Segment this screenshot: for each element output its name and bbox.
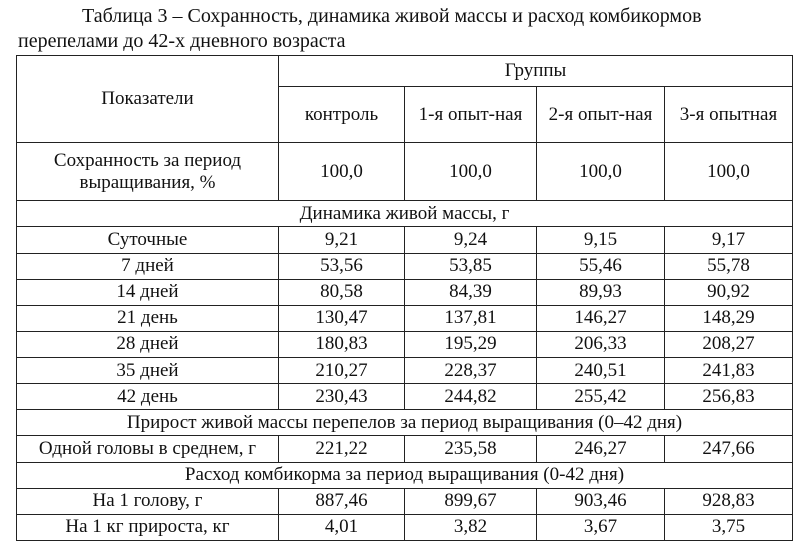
table-row [17, 253, 793, 279]
row-value: 246,27 [537, 436, 665, 462]
row-value: 90,92 [665, 279, 793, 305]
table-row [17, 488, 793, 514]
row-value: 146,27 [537, 305, 665, 331]
section-feed-consumption [17, 462, 793, 488]
row-value: 899,67 [405, 488, 537, 514]
row-value: 180,83 [279, 331, 405, 357]
row-value: 928,83 [665, 488, 793, 514]
row-value: 887,46 [279, 488, 405, 514]
section-weight-gain [17, 410, 793, 436]
row-label: 42 день [17, 384, 279, 410]
row-value: 3,75 [665, 514, 793, 540]
section-weight-gain-title: Прирост живой массы перепелов за период выращивания (0–42 дня) [17, 410, 793, 436]
caption-line-2: перепелами до 42-х дневного возраста [18, 30, 346, 52]
row-label: 7 дней [17, 253, 279, 279]
row-value: 89,93 [537, 279, 665, 305]
safety-row [17, 142, 793, 201]
table-row [17, 227, 793, 253]
row-value: 255,42 [537, 384, 665, 410]
row-value: 230,43 [279, 384, 405, 410]
table-caption [18, 4, 794, 54]
table-row [17, 514, 793, 540]
row-label: На 1 кг прироста, кг [17, 514, 279, 540]
row-label: На 1 голову, г [17, 488, 279, 514]
section-weight-dynamics-title: Динамика живой массы, г [17, 201, 793, 227]
row-value: 130,47 [279, 305, 405, 331]
header-col-exp1: 1-я опыт-ная [405, 87, 537, 142]
section-feed-consumption-title: Расход комбикорма за период выращивания (0-42 дня) [17, 462, 793, 488]
row-value: 244,82 [405, 384, 537, 410]
safety-value: 100,0 [537, 142, 665, 201]
row-value: 235,58 [405, 436, 537, 462]
header-col-control: контроль [279, 87, 405, 142]
row-label: 14 дней [17, 279, 279, 305]
table-row [17, 331, 793, 357]
data-table [16, 55, 793, 541]
row-value: 903,46 [537, 488, 665, 514]
table-row [17, 436, 793, 462]
row-value: 80,58 [279, 279, 405, 305]
header-indicators: Показатели [17, 56, 279, 143]
row-label: Суточные [17, 227, 279, 253]
row-value: 9,21 [279, 227, 405, 253]
table-row [17, 384, 793, 410]
table-body [17, 56, 793, 541]
row-value: 210,27 [279, 358, 405, 384]
row-value: 84,39 [405, 279, 537, 305]
row-label: 35 дней [17, 358, 279, 384]
safety-value: 100,0 [405, 142, 537, 201]
row-value: 55,46 [537, 253, 665, 279]
row-value: 9,17 [665, 227, 793, 253]
row-value: 208,27 [665, 331, 793, 357]
safety-value: 100,0 [279, 142, 405, 201]
row-value: 3,82 [405, 514, 537, 540]
row-value: 3,67 [537, 514, 665, 540]
section-weight-dynamics [17, 201, 793, 227]
row-label: 21 день [17, 305, 279, 331]
row-value: 256,83 [665, 384, 793, 410]
header-col-exp3: 3-я опытная [665, 87, 793, 142]
row-value: 195,29 [405, 331, 537, 357]
row-label: Одной головы в среднем, г [17, 436, 279, 462]
table-row [17, 305, 793, 331]
header-groups: Группы [279, 56, 793, 87]
safety-label: Сохранность за период выращивания, % [17, 142, 279, 201]
row-value: 148,29 [665, 305, 793, 331]
row-value: 241,83 [665, 358, 793, 384]
safety-value: 100,0 [665, 142, 793, 201]
table-row [17, 279, 793, 305]
row-value: 53,85 [405, 253, 537, 279]
row-value: 240,51 [537, 358, 665, 384]
row-value: 221,22 [279, 436, 405, 462]
row-value: 206,33 [537, 331, 665, 357]
header-col-exp2: 2-я опыт-ная [537, 87, 665, 142]
row-label: 28 дней [17, 331, 279, 357]
row-value: 247,66 [665, 436, 793, 462]
header-row [17, 56, 793, 87]
row-value: 4,01 [279, 514, 405, 540]
row-value: 228,37 [405, 358, 537, 384]
row-value: 9,24 [405, 227, 537, 253]
row-value: 137,81 [405, 305, 537, 331]
row-value: 9,15 [537, 227, 665, 253]
table-row [17, 358, 793, 384]
row-value: 53,56 [279, 253, 405, 279]
row-value: 55,78 [665, 253, 793, 279]
caption-line-1: Таблица 3 – Сохранность, динамика живой массы и расход комбикормов [82, 5, 702, 27]
